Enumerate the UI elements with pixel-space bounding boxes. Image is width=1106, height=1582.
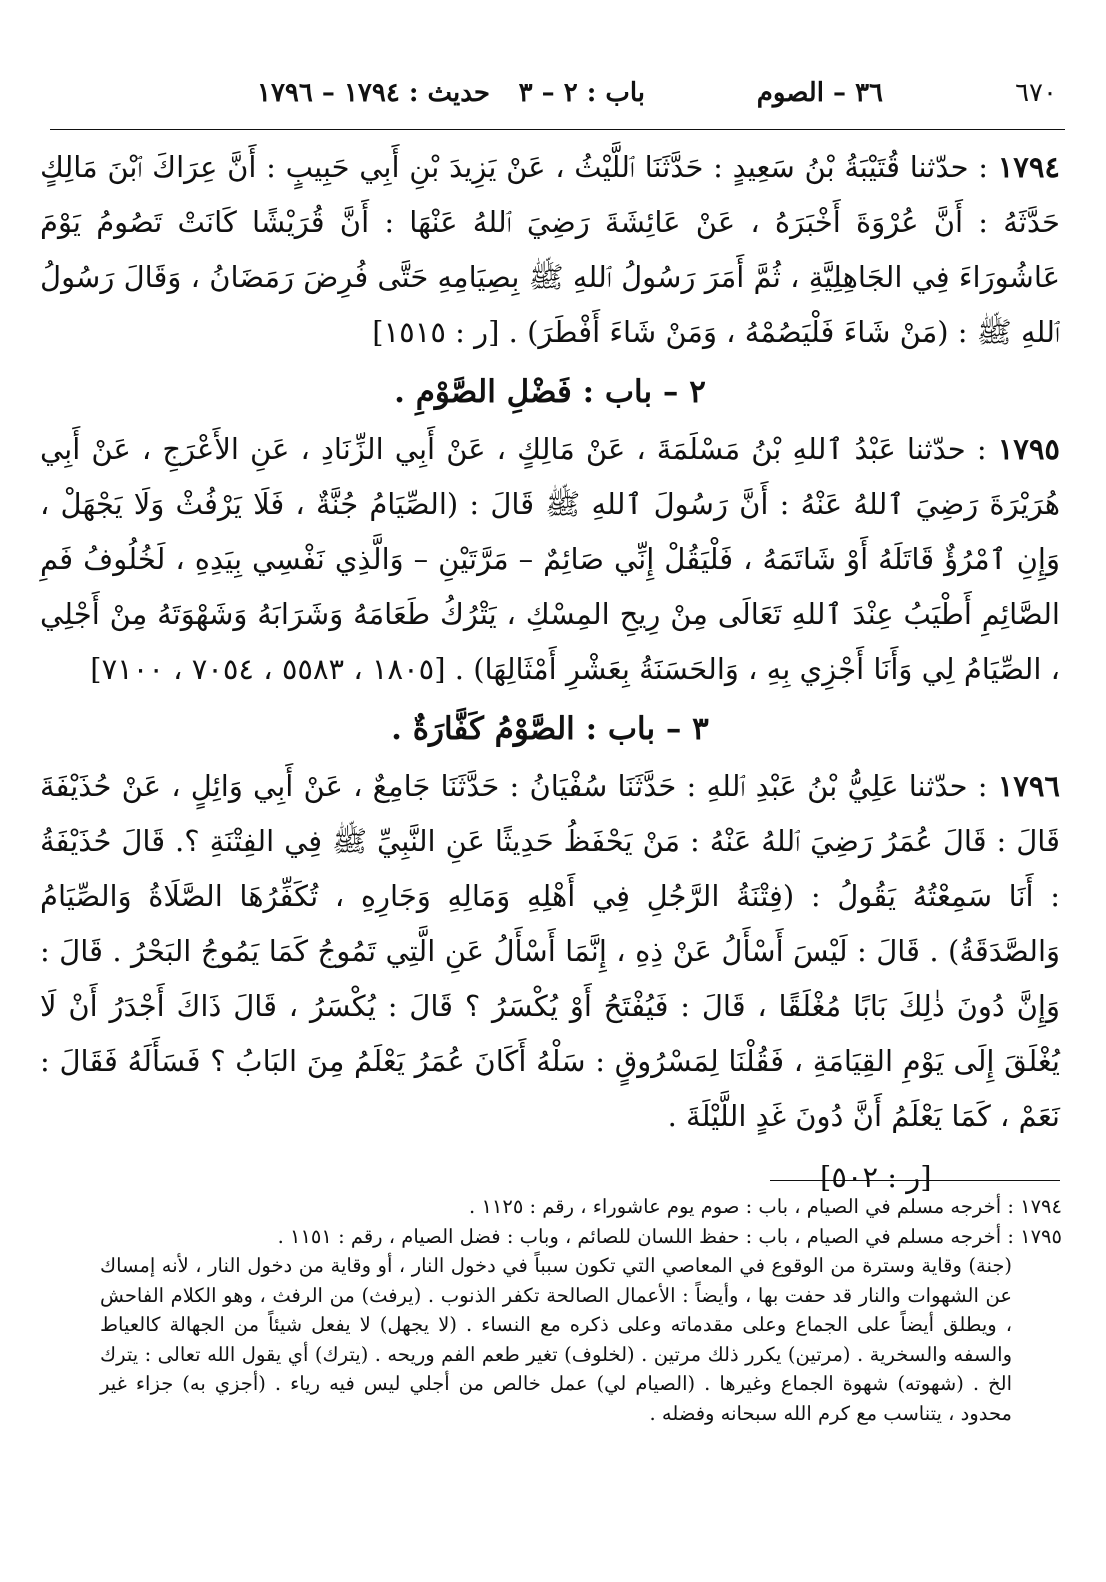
footnote-divider [770,1180,1060,1181]
hadith-text: : حدّثنا عَلِيُّ بْنُ عَبْدِ ٱللهِ : حَدَّثَنَا سُفْيَانُ : حَدَّثَنَا جَامِعٌ ، عَنْ أَبِي وَائِلٍ ، عَنْ حُذَيْفَةَ قَالَ : قَالَ عُمَرُ رَضِيَ ٱللهُ عَنْهُ : مَنْ يَحْفَظُ حَدِيثًا عَنِ النَّبِيِّ ﷺ فِي الفِتْنَةِ ؟. قَالَ حُذَيْفَةُ : أَنَا سَمِعْتُهُ يَقُولُ : (فِتْنَةُ الرَّجُلِ فِي أَهْلِهِ وَمَالِهِ وَجَارِهِ ، تُكَفِّرُهَا الصَّلَاةُ وَالصِّيَامُ وَالصَّدَقَةُ) . قَالَ : لَيْسَ أَسْأَلُ عَنْ ذِهِ ، إِنَّمَا أَسْأَلُ عَنِ الَّتِي تَمُوجُ كَمَا يَمُوجُ البَحْرُ . قَالَ : وَإِنَّ دُونَ ذٰلِكَ بَابًا مُغْلَقًا ، قَالَ : فَيُفْتَحُ أَوْ يُكْسَرُ ؟ قَالَ : يُكْسَرُ ، قَالَ ذَاكَ أَجْدَرُ أَنْ لَا يُغْلَقَ إِلَى يَوْمِ القِيَامَةِ ، فَقُلْنَا لِمَسْرُوقٍ : سَلْهُ أَكَانَ عُمَرُ يَعْلَمُ مِنَ البَابُ ؟ فَسَأَلَهُ فَقَالَ : نَعَمْ ، كَمَا يَعْلَمُ أَنَّ دُونَ غَدٍ اللَّيْلَةَ . [40,769,1060,1133]
page-header [50,78,1065,118]
hadith-paragraph [40,759,1060,1144]
footnote-explanation: (جنة) وقاية وسترة من الوقوع في المعاصي التي تكون سبباً في دخول النار ، أو وقاية من دخول النار ، لأنه إمساك عن الشهوات والنار قد حفت بها ، وأيضاً : الأعمال الصالحة تكفر الذنوب . (يرفث) من الرفث ، وهو الكلام الفاحش ، ويطلق أيضاً على الجماع وعلى مقدماته وعلى ذكره مع النساء . (لا يجهل) لا يفعل شيئاً من الجهالة كالعياط والسفه والسخرية . (مرتين) يكرر ذلك مرتين . (لخلوف) تغير طعم الفم وريحه . (يترك) أي يقول الله تعالى : يترك الخ . (شهوته) شهوة الجماع وغيرها . (الصيام لي) عمل خالص من أجلي ليس فيه رياء . (أجزي به) جزاء غير محدود ، يتناسب مع كرم الله سبحانه وفضله . [100,1254,1012,1425]
book-title: ٣٦ – الصوم [756,78,883,108]
main-text [40,140,1060,1205]
hadith-1795 [40,422,1060,697]
header-divider [50,129,1065,130]
footnote-1794: ١٧٩٤ : أخرجه مسلم في الصيام ، باب : صوم يوم عاشوراء ، رقم : ١١٢٥ . [469,1195,1062,1218]
hadith-1796 [40,759,1060,1205]
hadith-number: ١٧٩٦ [997,769,1061,803]
bab-range: باب : ٢ – ٣ [518,78,645,108]
hadith-text: : حدّثنا عَبْدُ ٱللهِ بْنُ مَسْلَمَةَ ، عَنْ مَالِكٍ ، عَنْ أَبِي الزِّنَادِ ، عَنِ الأَعْرَجِ ، عَنْ أَبِي هُرَيْرَةَ رَضِيَ ٱللهُ عَنْهُ : أَنَّ رَسُولَ ٱللهِ ﷺ قَالَ : (الصِّيَامُ جُنَّةٌ ، فَلَا يَرْفُثْ وَلَا يَجْهَلْ ، وَإِنِ ٱمْرُؤٌ قَاتَلَهُ أَوْ شَاتَمَهُ ، فَلْيَقُلْ إِنِّي صَائِمٌ – مَرَّتَيْنِ – وَالَّذِي نَفْسِي بِيَدِهِ ، لَخُلُوفُ فَمِ الصَّائِمِ أَطْيَبُ عِنْدَ ٱللهِ تَعَالَى مِنْ رِيحِ المِسْكِ ، يَتْرُكُ طَعَامَهُ وَشَرَابَهُ وَشَهْوَتَهُ مِنْ أَجْلِي ، الصِّيَامُ لِي وَأَنَا أَجْزِي بِهِ ، وَالحَسَنَةُ بِعَشْرِ أَمْثَالِهَا) . [١٨٠٥ ، ٥٥٨٣ ، ٧٠٥٤ ، ٧١٠٠] [40,432,1060,686]
hadith-paragraph [40,422,1060,697]
hadith-paragraph [40,140,1060,360]
chapter-heading: ٣ – باب : الصَّوْمُ كَفَّارَةٌ . [391,711,709,747]
cross-reference: [ر : ٥٠٢] [820,1160,932,1194]
footnotes [100,1192,1062,1428]
hadith-text: : حدّثنا قُتَيْبَةُ بْنُ سَعِيدٍ : حَدَّثَنَا ٱللَّيْثُ ، عَنْ يَزِيدَ بْنِ أَبِي حَبِيبٍ : أَنَّ عِرَاكَ ٱبْنَ مَالِكٍ حَدَّثَهُ : أَنَّ عُرْوَةَ أَخْبَرَهُ ، عَنْ عَائِشَةَ رَضِيَ ٱللهُ عَنْهَا : أَنَّ قُرَيْشًا كَانَتْ تَصُومُ يَوْمَ عَاشُورَاءَ فِي الجَاهِلِيَّةِ ، ثُمَّ أَمَرَ رَسُولُ ٱللهِ ﷺ بِصِيَامِهِ حَتَّى فُرِضَ رَمَضَانُ ، وَقَالَ رَسُولُ ٱللهِ ﷺ : (مَنْ شَاءَ فَلْيَصُمْهُ ، وَمَنْ شَاءَ أَفْطَرَ) . [ر : ١٥١٥] [40,150,1060,349]
hadith-number: ١٧٩٥ [997,432,1061,466]
chapter-heading: ٢ – باب : فَضْلِ الصَّوْمِ . [394,374,706,410]
page-number: ٦٧٠ [1015,78,1057,108]
footnote-1795: ١٧٩٥ : أخرجه مسلم في الصيام ، باب : حفظ اللسان للصائم ، وباب : فضل الصيام ، رقم : ١١٥١ . [277,1224,1062,1248]
hadith-number: ١٧٩٤ [997,150,1060,184]
hadith-1794 [40,140,1060,360]
hadith-range: حديث : ١٧٩٤ – ١٧٩٦ [256,78,490,108]
